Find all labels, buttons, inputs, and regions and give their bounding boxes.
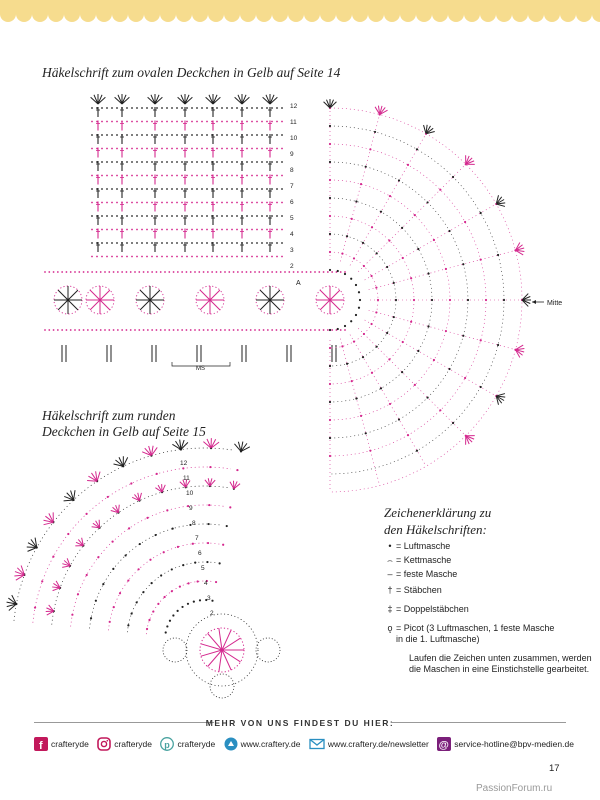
ms-marker-label: MS [196,366,205,372]
oval-row-number: 6 [290,199,294,206]
mail-icon [309,737,325,751]
hotline-email-link[interactable] [437,737,574,751]
chain-stitch-icon: • [388,541,392,551]
legend-item [384,585,594,596]
oval-row-number: 3 [290,247,294,254]
oval-chart-caption: Häkelschrift zum ovalen Deckchen in Gelb auf Seite 14 [42,65,341,80]
round-row-number: 7 [195,535,199,542]
website-link[interactable] [224,737,301,751]
page-number: 17 [549,763,560,774]
center-arrow-head [532,300,536,304]
svg-text:f: f [39,740,43,751]
single-crochet-icon: – [387,569,393,579]
at-icon [437,737,451,751]
oval-row-number: 10 [290,135,298,142]
round-row-number: 11 [183,475,190,482]
link-label: crafteryde [177,739,216,749]
round-crochet-chart [7,438,280,698]
round-row-number: 5 [201,565,205,572]
round-row-number: 2 [210,610,214,617]
oval-row-number: 11 [290,119,297,126]
link-label: www.craftery.de/newsletter [327,739,429,749]
legend-title-line1: Zeichenerklärung zu [384,505,492,520]
legend [384,504,594,675]
instagram-icon [97,737,111,751]
center-marker-label: Mitte [547,300,563,307]
round-row-number: 3 [207,595,211,602]
start-marker-label: A [296,280,301,287]
legend-note: Laufen die Zeichen unten zusammen, werden die Maschen in eine Einstichstelle gearbeitet. [409,653,592,674]
round-row-number: 12 [180,460,188,467]
legend-label: = Picot (3 Luftmaschen, 1 feste Masche in die 1. Luftmasche) [396,623,555,644]
watermark: PassionForum.ru [476,783,553,794]
legend-label: = feste Masche [396,569,458,579]
pinterest-link[interactable] [160,737,215,751]
round-row-number: 8 [192,520,196,527]
footer-title: MEHR VON UNS FINDEST DU HIER: [205,718,395,728]
slip-stitch-icon: ⌢ [387,555,393,565]
facebook-icon [34,737,48,751]
legend-item [384,541,594,552]
legend-title-line2: den Häkelschriften: [384,522,487,537]
legend-item [384,623,594,645]
round-chart-caption-line1: Häkelschrift zum runden [42,408,176,423]
link-label: crafteryde [51,739,89,749]
round-row-number: 4 [204,580,208,587]
instagram-link[interactable] [97,737,152,751]
link-label: crafteryde [114,739,153,749]
oval-row-number: 5 [290,215,294,222]
link-label: service-hotline@bpv-medien.de [454,739,574,749]
legend-label: = Doppelstäbchen [396,604,469,614]
oval-crochet-chart [44,94,531,492]
legend-item [384,604,594,615]
facebook-link[interactable] [34,737,89,751]
svg-text:p: p [164,739,171,750]
round-row-number: 6 [198,550,202,557]
oval-row-number: 12 [290,103,298,110]
double-crochet-icon: † [387,585,393,595]
legend-item [384,555,594,566]
legend-label: = Kettmasche [396,555,452,565]
round-row-number: 10 [186,490,194,497]
round-chart-caption-line2: Deckchen in Gelb auf Seite 15 [42,424,206,439]
picot-icon: ǫ [387,623,393,633]
svg-text:@: @ [438,739,450,751]
oval-row-number: 7 [290,183,294,190]
newsletter-link[interactable] [309,737,429,751]
oval-row-number: 2 [290,263,294,270]
link-label: www.craftery.de [240,739,301,749]
oval-row-number: 9 [290,151,294,158]
globe-icon [224,737,238,751]
oval-row-number: 8 [290,167,294,174]
round-row-number: 9 [189,505,193,512]
oval-row-number: 4 [290,231,294,238]
pinterest-icon [160,737,174,751]
social-links [34,737,574,751]
legend-label: = Luftmasche [396,541,451,551]
treble-crochet-icon: ‡ [387,604,393,614]
legend-label: = Stäbchen [396,585,442,595]
legend-item [384,569,594,580]
